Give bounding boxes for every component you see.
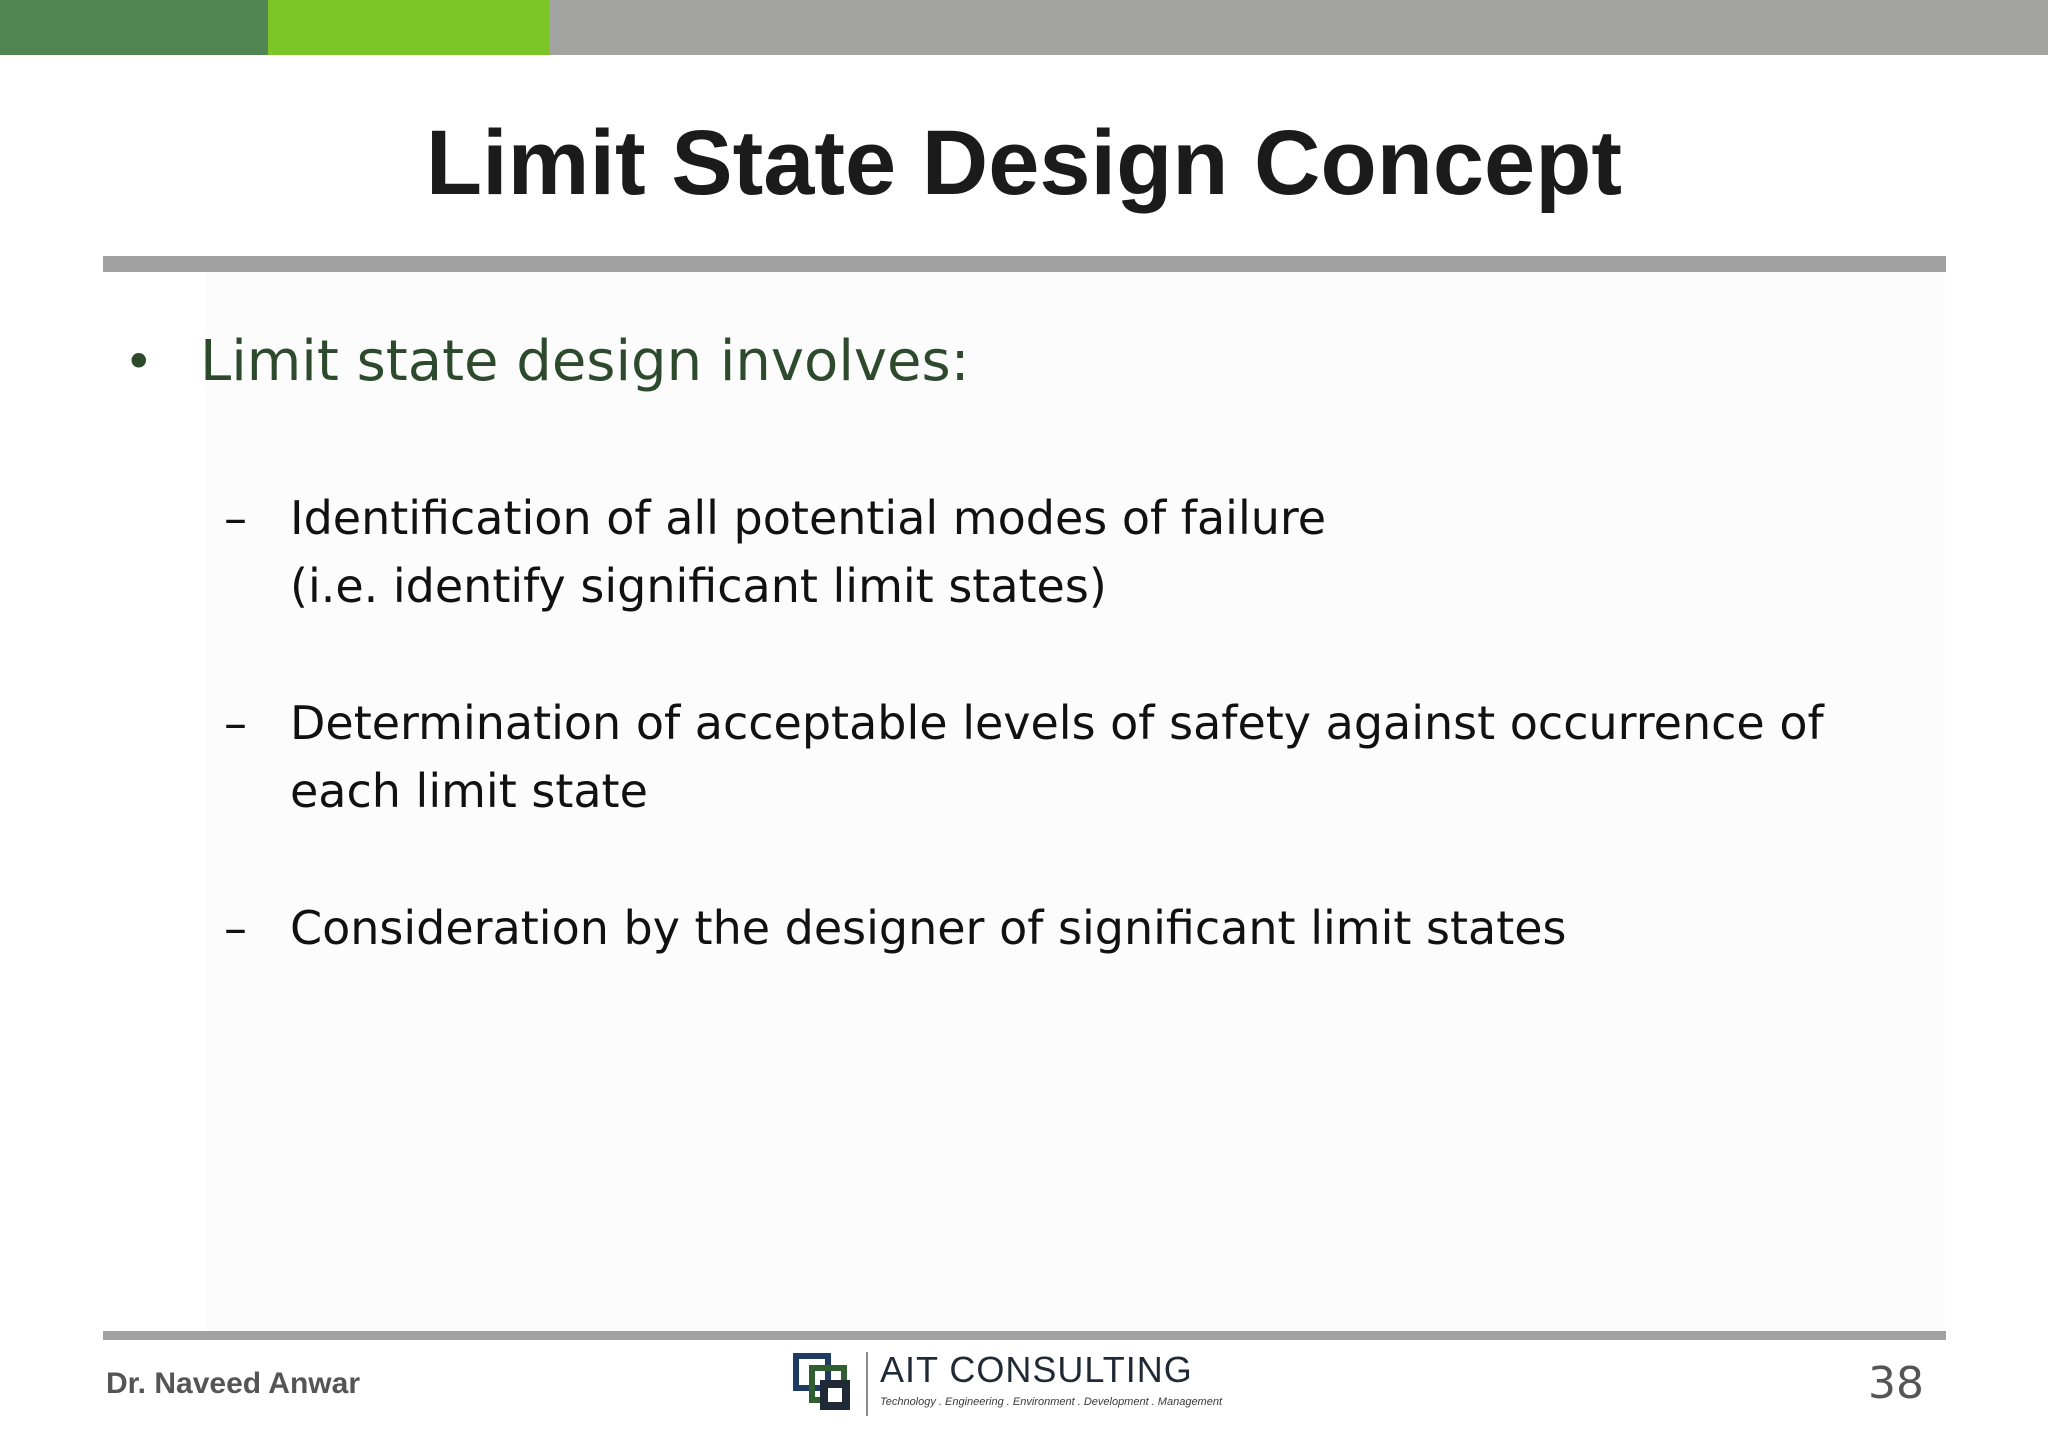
accent-bar-gray [550,0,2048,55]
sub-item-line-1: Consideration by the designer of significant limit states [290,901,1567,955]
ait-logo-icon [792,1352,856,1416]
title-divider [103,256,1946,272]
sub-item-line-1: Identification of all potential modes of failure [290,491,1327,545]
dash-marker: – [224,696,247,750]
footer-author: Dr. Naveed Anwar [106,1367,360,1400]
sub-item-line-1: Determination of acceptable levels of safety against occurrence of [290,696,1824,750]
page-number: 38 [1868,1358,1924,1409]
slide-title: Limit State Design Concept [425,112,1623,214]
sub-item-line-2: (i.e. identify significant limit states) [290,559,1107,613]
logo-name: AIT CONSULTING [880,1349,1193,1390]
bullet-text: Limit state design involves: [200,329,970,394]
top-accent-bar [0,0,2048,55]
footer-divider [103,1331,1946,1340]
dash-marker: – [224,901,247,955]
logo-tagline: Technology . Engineering . Environment . Development . Management [880,1396,1223,1408]
sub-item-line-2: each limit state [290,764,648,818]
logo-separator [866,1352,868,1416]
accent-bar-light-green [268,0,550,55]
accent-bar-dark-green [0,0,268,55]
ait-consulting-logo [792,1348,1228,1420]
bullet-marker: • [124,333,154,391]
dash-marker: – [224,491,247,545]
